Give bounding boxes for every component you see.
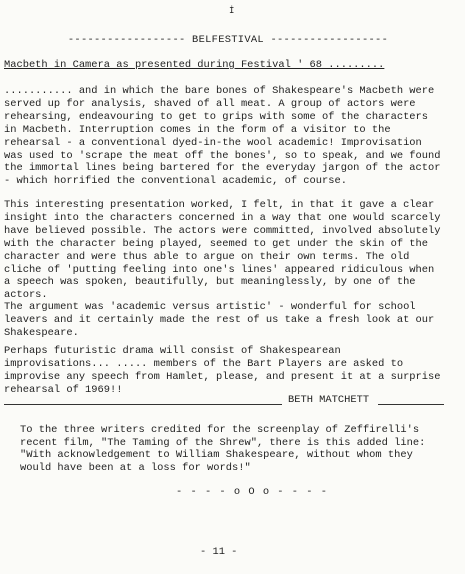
article-subtitle: Macbeth in Camera as presented during Festival ' 68 ......... <box>4 59 385 71</box>
paragraph-1: ........... and in which the bare bones of Shakespeare's Macbeth were served up for analysis, shaved of all meat. A group of actors were rehearsing, endeavouring to get to grips with some of the characters in Macbeth. Interruption comes in the form of a visitor to the rehearsal - a conventional dyed-in-the wool academic! Improvisation was used to 'scrape the meat off the bones', so to speak, and we found the immortal lines being bartered for the everyday jargon of the actor - which horrified the conventional academic, of course. <box>4 85 441 188</box>
paragraph-2: This interesting presentation worked, I felt, in that it gave a clear insight into the characters concerned in a way that one would scarcely have believed possible. The actors were committed, involved absolutely with the character being played, seemed to get under the skin of the character and were thus able to argue on their own terms. The old cliche of 'putting feeling into one's lines' appeared ridiculous when a speech was spoken, beautifully, but meaninglessly, by one of the actors. <box>4 199 441 302</box>
signature-rule-right <box>378 404 444 405</box>
top-mark: İ <box>229 6 235 16</box>
signature-row <box>4 394 444 408</box>
author-signature: BETH MATCHETT <box>288 394 370 406</box>
page-number: - 11 - <box>200 546 238 558</box>
section-divider: - - - - o O o - - - - <box>176 486 328 498</box>
closing-note: To the three writers credited for the screenplay of Zeffirelli's recent film, "The Taming of the Shrew", there is this added line: "With acknowledgement to William Shakespeare, without whom they would have been at a loss for words!" <box>20 424 426 474</box>
section-header: ------------------ BELFESTIVAL ------------------ <box>67 34 389 46</box>
paragraph-3: The argument was 'academic versus artistic' - wonderful for school leavers and it certainly made the rest of us take a fresh look at our Shakespeare. <box>4 301 435 339</box>
signature-rule-left <box>4 404 282 405</box>
paragraph-4: Perhaps futuristic drama will consist of Shakespearean improvisations... ..... members of the Bart Players are asked to improvise any speech from Hamlet, please, and present it at a surprise rehearsal of 1969!! <box>4 345 441 396</box>
